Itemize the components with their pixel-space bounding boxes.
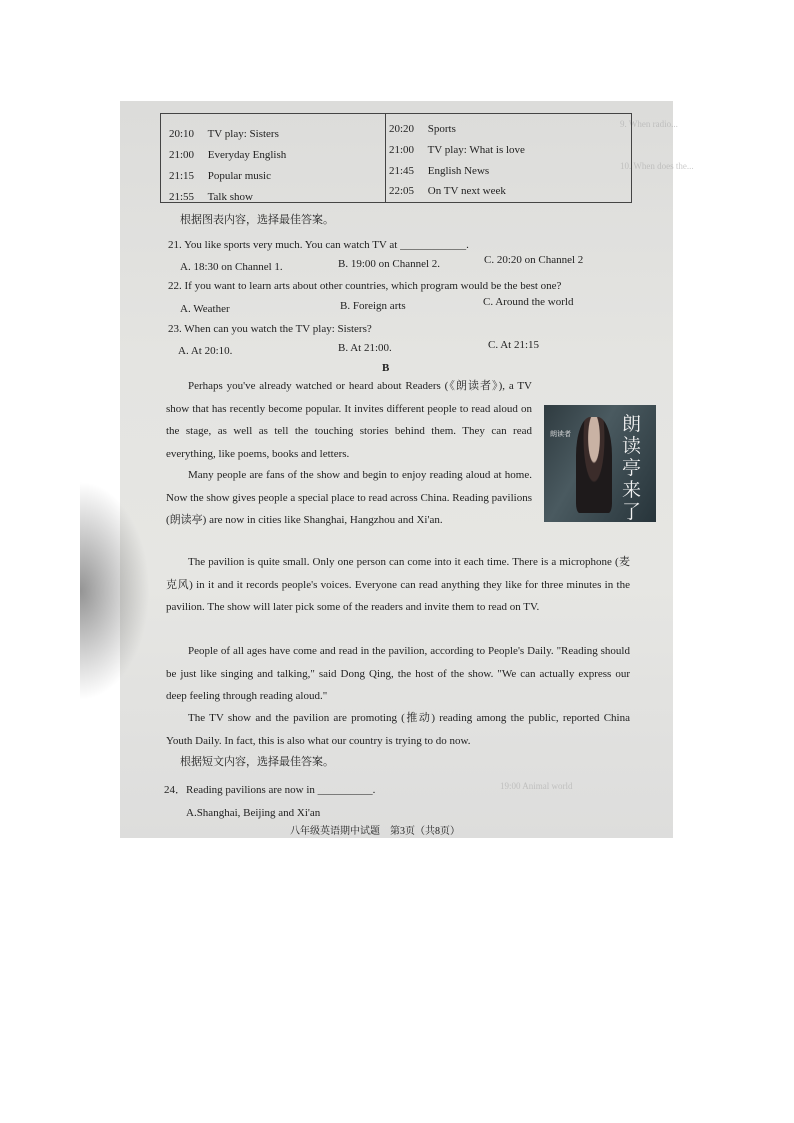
option-23a[interactable]: A. At 20:10. xyxy=(178,345,233,357)
question-21: 21. You like sports very much. You can watch TV at ____________. xyxy=(168,239,469,251)
option-24a[interactable]: A.Shanghai, Beijing and Xi'an xyxy=(186,807,321,819)
schedule-row xyxy=(169,127,279,141)
instruction-b: 根据短文内容，选择最佳答案。 xyxy=(180,756,334,768)
time-cell: 22:05 xyxy=(389,185,415,197)
schedule-row xyxy=(389,184,506,198)
scanned-exam-page xyxy=(120,101,694,838)
time-cell: 21:55 xyxy=(169,191,195,203)
time-cell: 21:15 xyxy=(169,170,195,182)
schedule-row xyxy=(389,122,456,136)
program-cell: Talk show xyxy=(207,191,253,203)
passage-paragraph-1: Perhaps you've already watched or heard about Readers (《朗读者》), a TV show that has recently become popular. It invites different people to read aloud on the stage, as well as tell the touching stories behind them. They can read everything, like poems, books and letters. xyxy=(166,380,532,460)
program-cell: TV play: What is love xyxy=(427,144,525,156)
schedule-row xyxy=(169,190,253,204)
option-22b[interactable]: B. Foreign arts xyxy=(340,300,406,312)
time-cell: 20:10 xyxy=(169,128,195,140)
program-cell: Popular music xyxy=(207,170,271,182)
instruction-a: 根据图表内容，选择最佳答案。 xyxy=(180,214,334,226)
passage-paragraph-5: The TV show and the pavilion are promoting (推动) reading among the public, reported China Youth Daily. In fact, this is also what our country is trying to do now. xyxy=(166,712,630,747)
page-footer: 八年级英语期中试题 第3页（共8页） xyxy=(290,826,460,837)
option-23b[interactable]: B. At 21:00. xyxy=(338,342,392,354)
section-b-heading: B xyxy=(382,362,390,374)
option-21a[interactable]: A. 18:30 on Channel 1. xyxy=(180,261,283,273)
time-cell: 21:45 xyxy=(389,165,415,177)
passage-paragraph-4: People of all ages have come and read in the pavilion, according to People's Daily. "Reading should be just like singing and talking," said Dong Qing, the host of the show. "We can actually express our deep feeling through reading aloud." xyxy=(166,645,630,702)
program-cell: On TV next week xyxy=(427,185,506,197)
program-cell: English News xyxy=(427,165,490,177)
passage-paragraph-3: The pavilion is quite small. Only one person can come into it each time. There is a microphone (麦克风) in it and it records people's voices. Everyone can read anything they like for three minutes in the pavilion. The show will later pick some of the readers and invite them to read on TV. xyxy=(166,556,630,613)
schedule-row xyxy=(169,169,271,183)
table-divider xyxy=(385,114,386,202)
readers-show-image xyxy=(544,405,656,522)
option-21b[interactable]: B. 19:00 on Channel 2. xyxy=(338,258,441,270)
program-cell: Everyday English xyxy=(207,149,287,161)
question-24: 24．Reading pavilions are now in __________. xyxy=(164,784,376,796)
finger-shadow xyxy=(80,481,150,701)
program-cell: Sports xyxy=(427,123,456,135)
question-22: 22. If you want to learn arts about other countries, which program would be the best one? xyxy=(168,280,562,292)
time-cell: 21:00 xyxy=(169,149,195,161)
time-cell: 20:20 xyxy=(389,123,415,135)
schedule-row xyxy=(169,148,286,162)
show-logo: 朗读者 xyxy=(550,430,571,438)
time-cell: 21:00 xyxy=(389,144,415,156)
option-21c[interactable]: C. 20:20 on Channel 2 xyxy=(484,254,584,266)
option-22a[interactable]: A. Weather xyxy=(180,303,230,315)
option-22c[interactable]: C. Around the world xyxy=(483,296,574,308)
option-23c[interactable]: C. At 21:15 xyxy=(488,339,540,351)
bleed-through-text: 19:00 Animal world xyxy=(500,781,573,791)
schedule-row xyxy=(389,143,525,157)
schedule-row xyxy=(389,164,489,178)
passage-paragraph-2: Many people are fans of the show and begin to enjoy reading aloud at home. Now the show gives people a special place to read across China. Reading pavilions (朗读亭) are now in cities like Shanghai, Hangzhou and Xi'an. xyxy=(166,469,532,526)
tv-schedule-table xyxy=(160,113,632,203)
calligraphy-title: 朗读亭来了 xyxy=(622,413,642,523)
bleed-through-text: 9. When radio... xyxy=(620,119,678,129)
bleed-through-text: 10. When does the... xyxy=(620,161,694,171)
host-portrait xyxy=(576,417,612,513)
question-23: 23. When can you watch the TV play: Sisters? xyxy=(168,323,372,335)
program-cell: TV play: Sisters xyxy=(207,128,279,140)
